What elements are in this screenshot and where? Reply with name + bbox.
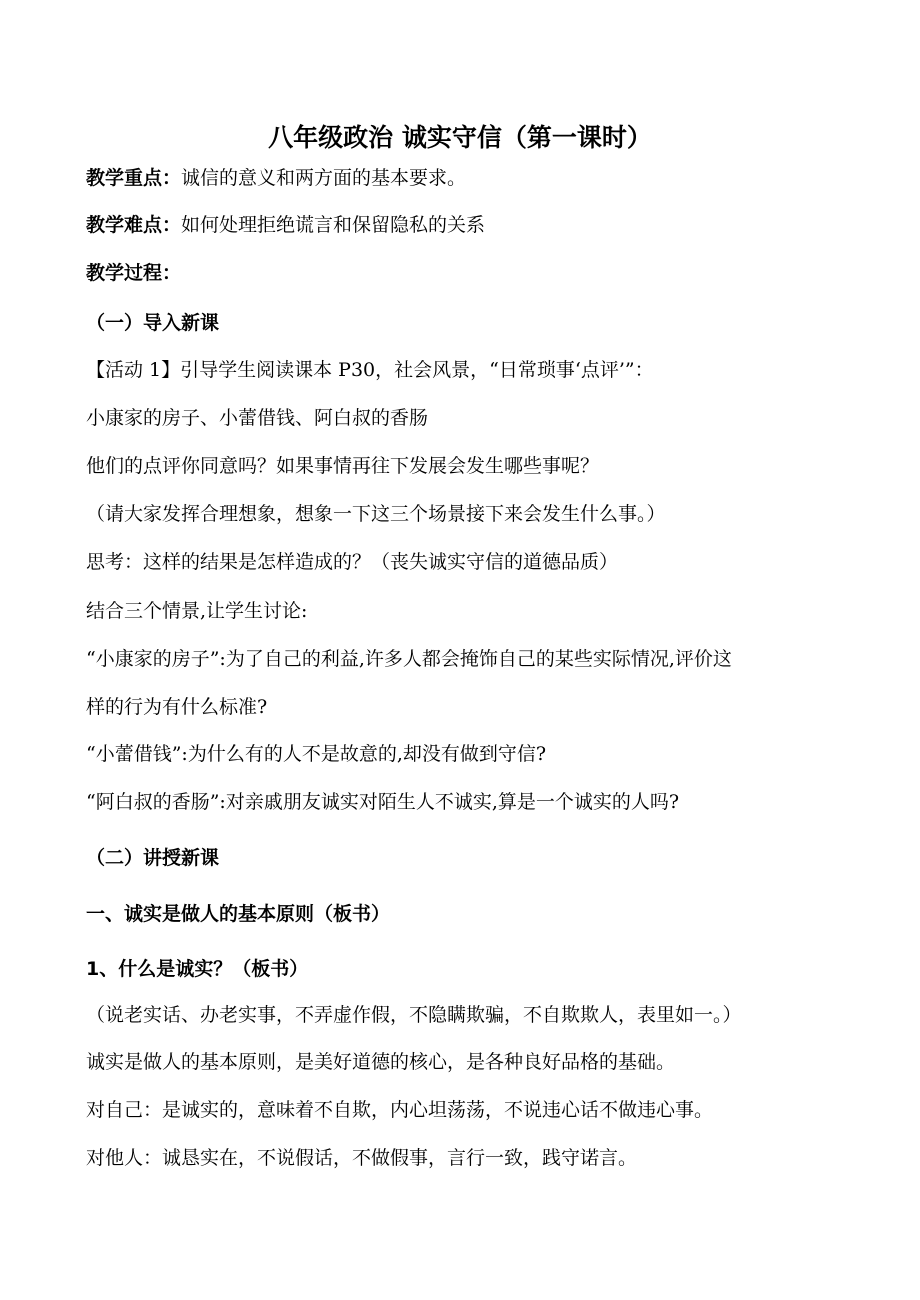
house-text-line2: 样的行为有什么标准?	[86, 696, 268, 718]
house-text-line1: “小康家的房子”:为了自己的利益,许多人都会掩饰自己的某些实际情况,评价这	[86, 648, 732, 670]
section2-heading: （二）讲授新课	[86, 847, 220, 869]
imagine-text: （请大家发挥合理想象，想象一下这三个场景接下来会发生什么事。）	[86, 503, 666, 525]
question1-text: 他们的点评你同意吗？如果事情再往下发展会发生哪些事呢？	[86, 455, 600, 477]
point1-1-heading: 1、什么是诚实？（板书）	[86, 958, 309, 980]
point1-heading: 一、诚实是做人的基本原则（板书）	[86, 903, 391, 925]
honesty-principle: 诚实是做人的基本原则，是美好道德的核心，是各种良好品格的基础。	[86, 1051, 676, 1073]
key-point-label: 教学重点：	[86, 167, 182, 189]
difficulty-label: 教学难点：	[86, 214, 182, 236]
scenes-text: 小康家的房子、小蕾借钱、阿白叔的香肠	[86, 407, 429, 429]
to-others-text: 对他人：诚恳实在，不说假话，不做假事，言行一致，践守诺言。	[86, 1147, 638, 1169]
activity1-text: 【活动 1】引导学生阅读课本 P30，社会风景，“日常琐事‘点评’”：	[86, 359, 654, 381]
document-title: 八年级政治 诚实守信（第一课时）	[268, 123, 652, 152]
honesty-definition: （说老实话、办老实事，不弄虚作假，不隐瞒欺骗，不自欺欺人，表里如一。）	[86, 1004, 742, 1026]
difficulty-text: 如何处理拒绝谎言和保留隐私的关系	[181, 214, 486, 236]
key-point-line	[86, 163, 846, 193]
to-self-text: 对自己：是诚实的，意味着不自欺，内心坦荡荡，不说违心话不做违心事。	[86, 1099, 714, 1121]
section1-heading: （一）导入新课	[86, 312, 220, 334]
sausage-text: “阿白叔的香肠”:对亲戚朋友诚实对陌生人不诚实,算是一个诚实的人吗?	[86, 791, 680, 813]
think-text: 思考：这样的结果是怎样造成的？（丧失诚实守信的道德品质）	[86, 551, 619, 573]
difficulty-line	[86, 210, 846, 240]
key-point-text: 诚信的意义和两方面的基本要求。	[181, 167, 467, 189]
discuss-text: 结合三个情景,让学生讨论:	[86, 600, 308, 622]
borrow-text: “小蕾借钱”:为什么有的人不是故意的,却没有做到守信?	[86, 743, 547, 765]
process-label: 教学过程：	[86, 262, 182, 284]
